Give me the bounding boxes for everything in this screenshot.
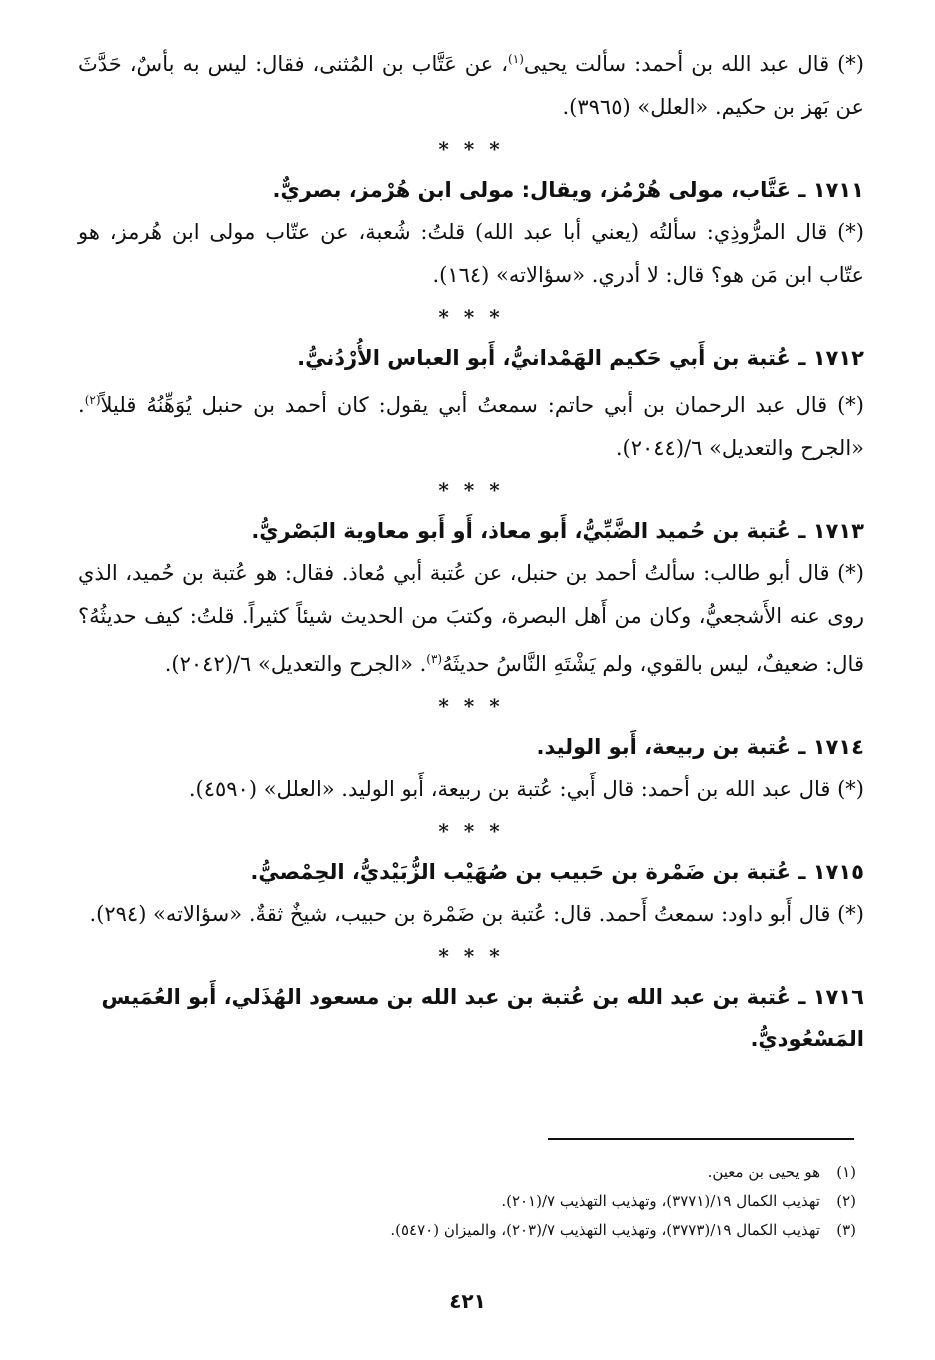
footnote-number: (٣)	[836, 1221, 856, 1239]
entry-1713-line3a: قلتُ: كيف حديثُهُ؟ قال: ضعيفٌ، ليس بالقوي، ولم يَشْتَهِ النَّاسُ حديثَهُ	[78, 604, 864, 676]
paragraph-intro	[78, 38, 864, 129]
footnote-item	[150, 1158, 856, 1187]
footnote-number: (١)	[836, 1163, 856, 1181]
entry-heading-1712: ١٧١٢ ـ عُتبة بن أَبي حَكيم الهَمْدانيُّ، أَبو العباس الأُرْدُنيُّ.	[297, 346, 864, 370]
entry-1711-line2: هُرمز، هو عتّاب ابن مَن هو؟ قال: لا أدري. «سؤالاته» (١٦٤).	[78, 220, 864, 287]
entry-1713-line1: (*) قال أبو طالب: سألتُ أحمد بن حنبل، عن عُتبة أبي مُعاذ. فقال: هو عُتبة بن	[182, 561, 864, 585]
entry-text-1714	[78, 768, 864, 811]
entry-1716-heading-line1: ١٧١٦ ـ عُتبة بن عبد الله بن عُتبة بن عبد الله بن مسعود الهُذَلي، أَبو العُمَيس	[101, 985, 864, 1009]
separator: * * *	[438, 944, 504, 968]
footnote-item	[150, 1216, 856, 1245]
separator: * * *	[438, 694, 504, 718]
entry-1712-line2b: . «الجرح والتعديل» ٦/(٢٠٤٤).	[78, 393, 864, 460]
footnotes	[150, 1158, 856, 1245]
entry-heading-1715: ١٧١٥ ـ عُتبة بن ضَمْرة بن حَبيب بن صُهَيْب الزُّبَيْديُّ، الحِمْصيُّ.	[250, 860, 864, 884]
entry-heading-1716	[78, 976, 864, 1060]
entry-1715-line1: (*) قال أَبو داود: سمعتُ أَحمد. قال: عُتبة بن ضَمْرة بن حبيب، شيخٌ ثقةٌ.	[248, 902, 864, 926]
intro-line1b: ، عن عَتَّاب بن المُثنى، فقال: ليس به	[182, 52, 509, 76]
footnote-ref-2[interactable]: (٢)	[84, 393, 101, 407]
separator: * * *	[438, 137, 504, 161]
entry-1712-line1: (*) قال عبد الرحمان بن أبي حاتم: سمعتُ أبي يقول: كان أحمد بن حنبل يُوَهِّنُهُ	[146, 393, 864, 417]
footnote-divider	[548, 1138, 854, 1140]
entry-heading-1711: ١٧١١ ـ عَتَّاب، مولى هُرْمُز، ويقال: مولى ابن هُرْمز، بصريٌّ.	[272, 178, 864, 202]
entry-text-1711	[78, 211, 864, 297]
entry-1715-line2: «سؤالاته» (٢٩٤).	[89, 902, 243, 926]
footnote-ref-1[interactable]: (١)	[508, 52, 524, 66]
intro-line2: بأسٌ، حَدَّثَ عن بَهز بن حكيم. «العلل» (٣٩٦٥).	[78, 52, 864, 119]
footnote-text: تهذيب الكمال ١٩/(٣٧٧٣)، وتهذيب التهذيب ٧/(٢٠٣)، والميزان (٥٤٧٠).	[390, 1221, 820, 1239]
entry-1713-line2: حُميد، الذي روى عنه الأَشجعيُّ، وكان من أَهل البصرة، وكتبَ من الحديث شيئاً كثيراً.	[78, 561, 864, 628]
separator: * * *	[438, 819, 504, 843]
entry-1713-line4: والتعديل» ٦/(٢٠٤٢).	[164, 652, 343, 676]
footnote-number: (٢)	[836, 1192, 856, 1210]
intro-line1: (*) قال عبد الله بن أحمد: سألت يحيى	[523, 52, 865, 76]
entry-1716-heading-line2: المَسْعُوديُّ.	[750, 1027, 864, 1051]
footnote-text: هو يحيى بن معين.	[707, 1163, 820, 1181]
separator: * * *	[438, 305, 504, 329]
entry-heading-1714: ١٧١٤ ـ عُتبة بن ربيعة، أَبو الوليد.	[536, 735, 864, 759]
footnote-ref-3[interactable]: (٣)	[426, 652, 443, 666]
entry-1712-line2a: قليلاً	[100, 393, 137, 417]
footnote-text: تهذيب الكمال ١٩/(٣٧٧١)، وتهذيب التهذيب ٧/(٢٠١).	[501, 1192, 820, 1210]
entry-1713-line3b: . «الجرح	[349, 652, 427, 676]
entry-heading-1713: ١٧١٣ ـ عُتبة بن حُميد الضَّبِّيُّ، أَبو معاذ، أَو أَبو معاوية البَصْريُّ.	[251, 519, 864, 543]
footnote-item	[150, 1187, 856, 1216]
entry-1711-line1: (*) قال المرُّوذِي: سألتُه (يعني أبا عبد الله) قلتُ: شُعبة، عن عتّاب مولى ابن	[171, 220, 864, 244]
entry-text-1715	[78, 893, 864, 936]
entry-1714-line1: (*) قال عبد الله بن أحمد: قال أَبي: عُتبة بن ربيعة، أَبو الوليد. «العلل» (٤٥٩٠).	[188, 777, 864, 801]
entry-text-1713	[78, 552, 864, 686]
page-number: ٤٢١	[449, 1289, 486, 1313]
entry-text-1712	[78, 379, 864, 470]
page-body	[78, 38, 864, 1060]
separator: * * *	[438, 478, 504, 502]
